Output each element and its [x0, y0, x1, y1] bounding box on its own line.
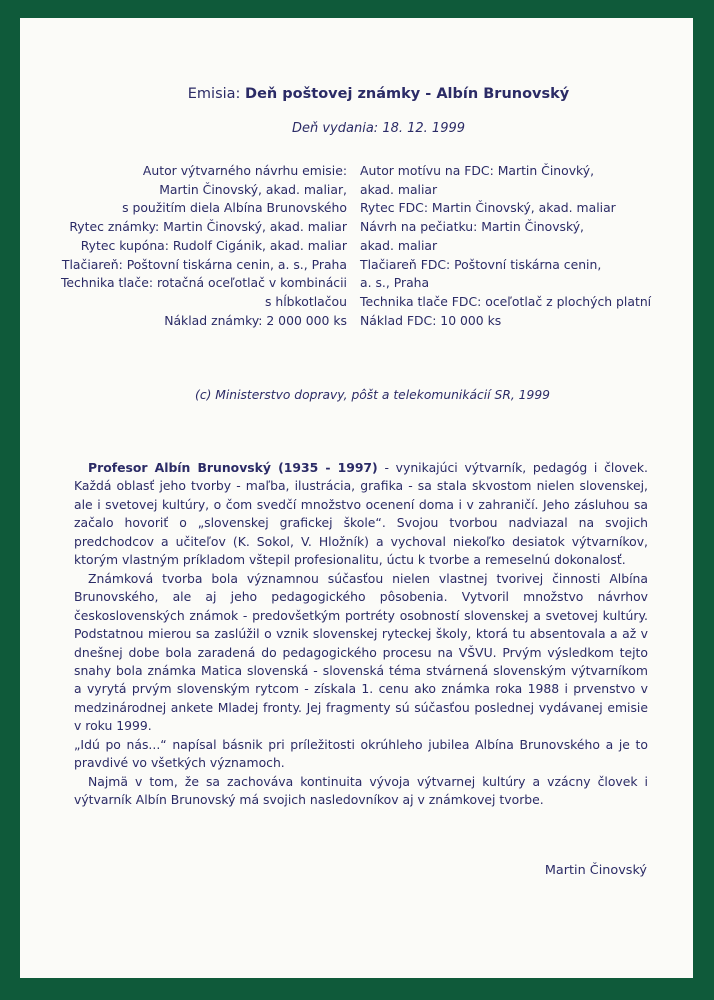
credit-line: Tlačiareň FDC: Poštovní tiskárna cenin, — [360, 256, 602, 272]
credit-line: Martin Činovský, akad. maliar, — [159, 181, 347, 197]
credit-line: Autor motívu na FDC: Martin Činovký, — [360, 163, 595, 178]
article-body — [74, 459, 648, 810]
document-sheet — [20, 18, 693, 978]
credit-line: Autor výtvarného návrhu emisie: — [142, 163, 347, 178]
credit-line: Technika tlače FDC: oceľotlač z plochých platní — [360, 293, 652, 309]
stamp-credits — [38, 162, 347, 330]
credit-line: s hĺbkotlačou — [264, 293, 347, 309]
issue-date-line — [42, 121, 714, 136]
credit-line: Tlačiareň: Poštovní tiskárna cenin, a. s., Praha — [61, 256, 347, 272]
fdc-credits — [360, 162, 680, 330]
issue-date-value: 18. 12. 1999 — [382, 121, 466, 136]
credit-line: Náklad známky: 2 000 000 ks — [164, 312, 347, 328]
credit-line: Návrh na pečiatku: Martin Činovský, — [360, 219, 584, 235]
credit-line: Rytec kupóna: Rudolf Cigánik, akad. maliar — [80, 237, 347, 253]
credit-line: Náklad FDC: 10 000 ks — [360, 312, 502, 328]
copyright-notice: (c) Ministerstvo dopravy, pôšt a telekomunikácií SR, 1999 — [195, 388, 550, 402]
emission-label: Emisia: — [187, 86, 241, 102]
emission-heading — [42, 86, 714, 102]
issue-date-label: Deň vydania: — [291, 121, 379, 136]
credit-line: Technika tlače: rotačná oceľotlač v kombinácii — [60, 275, 347, 291]
emission-title: Deň poštovej známky - Albín Brunovský — [245, 86, 570, 102]
credit-line: Rytec známky: Martin Činovský, akad. maliar — [69, 219, 347, 235]
article-paragraph: Známková tvorba bola významnou súčasťou nielen vlastnej tvorivej činnosti Albína Brunovského, ale aj jeho pedagogického pôsobenia. Vytvoril množstvo návrhov československých známok - predovšetkým portréty osobností slovenskej a svetovej kultúry. Podstatnou mierou sa zaslúžil o vznik slovenskej ryteckej školy, ktorá tu absentovala a až v dnešnej dobe bola zaradená do pedagogického procesu na VŠVU. Prvým výsledkom tejto snahy bola známka Matica slovenská - slovenská téma stvárnená slovenským výtvarníkom a vyrytá prvým slovenským rytcom - získala 1. cenu ako známka roka 1988 i prvenstvo v medzinárodnej ankete Mladej fronty. Jej fragmenty sú súčasťou poslednej vydávanej emisie v roku 1999. — [74, 570, 648, 734]
credit-line: a. s., Praha — [360, 275, 430, 291]
credit-line: akad. maliar — [360, 237, 438, 253]
article-paragraph: „Idú po nás...“ napísal básnik pri príležitosti okrúhleho jubilea Albína Brunovského a je to pravdivé vo všetkých významoch. — [74, 736, 648, 771]
author-signature: Martin Činovský — [544, 863, 647, 878]
article-paragraph: Najmä v tom, že sa zachováva kontinuita vývoja výtvarnej kultúry a vzácny človek i výtvarník Albín Brunovský má svojich nasledovníkov aj v známkovej tvorbe. — [74, 773, 648, 808]
credit-line: akad. maliar — [360, 181, 438, 197]
article-paragraph — [74, 459, 648, 570]
article-lead: Profesor Albín Brunovský (1935 - 1997) — [88, 460, 378, 475]
article-paragraph-text: - vynikajúci výtvarník, pedagóg i človek. Každá oblasť jeho tvorby - maľba, ilustrácia, grafika - sa stala skvostom nielen slovenskej, ale i svetovej kultúry, o čom svedčí množstvo ocenení doma i v zahraničí. Jeho zásluhou sa začalo hovoriť o „slovenskej grafickej škole“. Svojou tvorbou nadviazal na svojich predchodcov a učiteľov (K. Sokol, V. Hložník) a vychoval niekoľko desiatok výtvarníkov, ktorým vlastným príkladom vštepil profesionalitu, úctu k tvorbe a remeselnú dokonalosť. — [74, 460, 648, 568]
credit-line: Rytec FDC: Martin Činovský, akad. maliar — [360, 200, 616, 216]
credit-line: s použitím diela Albína Brunovského — [122, 200, 347, 216]
